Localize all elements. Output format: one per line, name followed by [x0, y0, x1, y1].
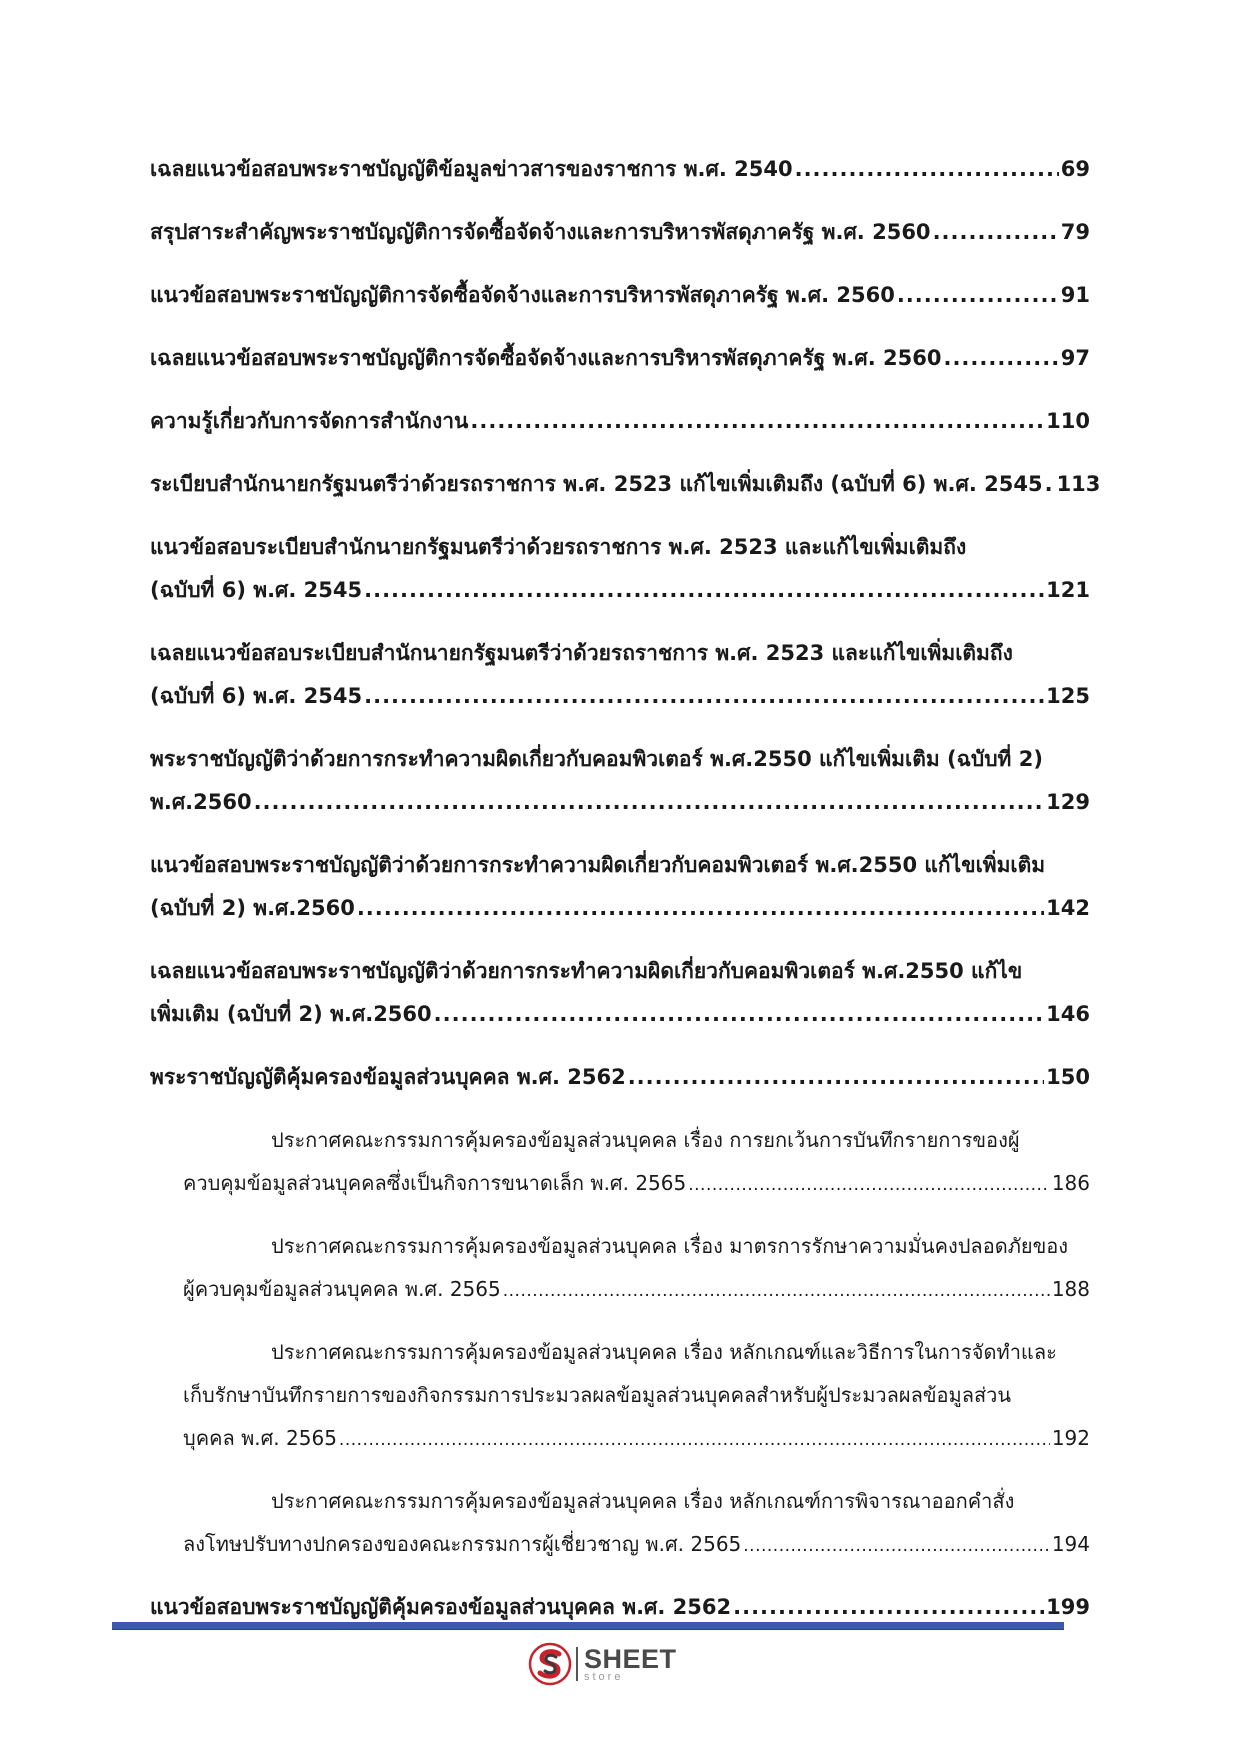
- toc-entry-page-number: 69: [1060, 157, 1090, 181]
- sheet-store-logo-icon: [528, 1642, 572, 1686]
- toc-entry-leader-line: [150, 211, 1090, 254]
- toc-entry[interactable]: [150, 844, 1090, 930]
- toc-entry[interactable]: [150, 1056, 1090, 1099]
- toc-entry[interactable]: [150, 950, 1090, 1036]
- toc-entry-page-number: 79: [1060, 220, 1090, 244]
- toc-entry-title-line: เฉลยแนวข้อสอบพระราชบัญญัติว่าด้วยการกระทำความผิดเกี่ยวกับคอมพิวเตอร์ พ.ศ.2550 แก้ไข: [150, 959, 1023, 983]
- toc-entry-title: พ.ศ.2560: [150, 790, 252, 814]
- toc-entry-page-number: 110: [1046, 409, 1090, 433]
- footer-divider: [112, 1622, 1064, 1629]
- toc-entry-leader-line: [150, 569, 1090, 612]
- toc-entry-title: พระราชบัญญัติคุ้มครองข้อมูลส่วนบุคคล พ.ศ. 2562: [150, 1065, 626, 1089]
- toc-entry[interactable]: [150, 337, 1090, 380]
- logo-wordmark: [584, 1643, 677, 1683]
- toc-entry-page-number: 113: [1056, 472, 1101, 496]
- toc-entry-page-number: 192: [1051, 1426, 1090, 1450]
- toc-entry-title: (ฉบับที่ 6) พ.ศ. 2545: [150, 684, 363, 708]
- dot-leader: [628, 1056, 1044, 1099]
- toc-entry-title: เพิ่มเติม (ฉบับที่ 2) พ.ศ.2560: [150, 1002, 432, 1026]
- toc-entry-leader-line: [150, 463, 1101, 506]
- footer-logo: [528, 1642, 678, 1686]
- toc-entry-title: ผู้ควบคุมข้อมูลส่วนบุคคล พ.ศ. 2565: [183, 1277, 501, 1301]
- logo-sub-brand-text: store: [584, 1670, 624, 1683]
- toc-entry[interactable]: [150, 274, 1090, 317]
- toc-entry-title-line: แนวข้อสอบพระราชบัญญัติว่าด้วยการกระทำความผิดเกี่ยวกับคอมพิวเตอร์ พ.ศ.2550 แก้ไขเพิ่มเติม: [150, 853, 1046, 877]
- toc-entry-leader-line: [150, 781, 1090, 824]
- toc-entry-title: (ฉบับที่ 6) พ.ศ. 2545: [150, 578, 363, 602]
- toc-entry-title: ควบคุมข้อมูลส่วนบุคคลซึ่งเป็นกิจการขนาดเล็ก พ.ศ. 2565: [183, 1171, 687, 1195]
- toc-entry-leader-line: [183, 1523, 1090, 1568]
- dot-leader: [364, 675, 1044, 718]
- toc-entry-page-number: 194: [1051, 1532, 1090, 1556]
- toc-entry-page-number: 188: [1051, 1277, 1090, 1301]
- toc-entry[interactable]: [150, 148, 1090, 191]
- dot-leader: [688, 1164, 1050, 1207]
- toc-entry-page-number: 150: [1046, 1065, 1090, 1089]
- toc-entry-leader-line: [150, 148, 1090, 191]
- toc-entry-page-number: 146: [1046, 1002, 1090, 1026]
- toc-entry-page-number: 142: [1046, 896, 1090, 920]
- toc-entry-title: บุคคล พ.ศ. 2565: [183, 1426, 337, 1450]
- toc-entry-title-line: แนวข้อสอบระเบียบสำนักนายกรัฐมนตรีว่าด้วยรถราชการ พ.ศ. 2523 และแก้ไขเพิ่มเติมถึง: [150, 535, 967, 559]
- toc-entry[interactable]: [150, 211, 1090, 254]
- toc-entry[interactable]: [150, 463, 1101, 506]
- toc-entry-leader-line: [150, 887, 1090, 930]
- toc-entry[interactable]: [150, 1225, 1090, 1313]
- toc-entry-leader-line: [150, 993, 1090, 1036]
- toc-entry-title-line: ประกาศคณะกรรมการคุ้มครองข้อมูลส่วนบุคคล เรื่อง มาตรการรักษาความมั่นคงปลอดภัยของ: [271, 1234, 1069, 1258]
- toc-entry-title: ลงโทษปรับทางปกครองของคณะกรรมการผู้เชี่ยวชาญ พ.ศ. 2565: [183, 1532, 742, 1556]
- toc-entry-title: (ฉบับที่ 2) พ.ศ.2560: [150, 896, 355, 920]
- dot-leader: [743, 1525, 1050, 1568]
- toc-entry-title-line: ประกาศคณะกรรมการคุ้มครองข้อมูลส่วนบุคคล เรื่อง การยกเว้นการบันทึกรายการของผู้: [271, 1128, 1020, 1152]
- toc-entry-leader-line: [150, 400, 1090, 443]
- toc-entry-leader-line: [183, 1417, 1090, 1462]
- dot-leader: [897, 274, 1059, 317]
- toc-entry[interactable]: [150, 400, 1090, 443]
- dot-leader: [1045, 463, 1055, 506]
- toc-entry-leader-line: [150, 274, 1090, 317]
- dot-leader: [254, 781, 1045, 824]
- toc-entry-page-number: 97: [1060, 346, 1090, 370]
- dot-leader: [795, 148, 1059, 191]
- dot-leader: [470, 400, 1044, 443]
- dot-leader: [434, 993, 1045, 1036]
- toc-entry-title: เฉลยแนวข้อสอบพระราชบัญญัติการจัดซื้อจัดจ้างและการบริหารพัสดุภาครัฐ พ.ศ. 2560: [150, 346, 942, 370]
- toc-entry-title: เฉลยแนวข้อสอบพระราชบัญญัติข้อมูลข่าวสารของราชการ พ.ศ. 2540: [150, 157, 793, 181]
- toc-entry-title: สรุปสาระสำคัญพระราชบัญญัติการจัดซื้อจัดจ้างและการบริหารพัสดุภาครัฐ พ.ศ. 2560: [150, 220, 931, 244]
- toc-entry-title: ความรู้เกี่ยวกับการจัดการสำนักงาน: [150, 409, 469, 433]
- toc-entry-title-line: ประกาศคณะกรรมการคุ้มครองข้อมูลส่วนบุคคล เรื่อง หลักเกณฑ์และวิธีการในการจัดทำและ: [271, 1340, 1057, 1364]
- dot-leader: [364, 569, 1044, 612]
- toc-entry-leader-line: [150, 337, 1090, 380]
- toc-entry-title-line: พระราชบัญญัติว่าด้วยการกระทำความผิดเกี่ยวกับคอมพิวเตอร์ พ.ศ.2550 แก้ไขเพิ่มเติม (ฉบับที่ 2): [150, 747, 1043, 771]
- toc-entry-page-number: 199: [1046, 1595, 1090, 1619]
- toc-entry[interactable]: [150, 1119, 1090, 1207]
- toc-entry-leader-line: [183, 1162, 1090, 1207]
- table-of-contents: [150, 148, 1101, 1649]
- dot-leader: [339, 1419, 1050, 1462]
- toc-entry[interactable]: [150, 632, 1090, 718]
- toc-entry-leader-line: [150, 1056, 1090, 1099]
- toc-entry-page-number: 125: [1046, 684, 1090, 708]
- logo-brand-text: SHEET: [584, 1643, 677, 1674]
- toc-entry-leader-line: [183, 1268, 1090, 1313]
- logo-divider: [576, 1647, 578, 1681]
- toc-entry-title: ระเบียบสำนักนายกรัฐมนตรีว่าด้วยรถราชการ พ.ศ. 2523 แก้ไขเพิ่มเติมถึง (ฉบับที่ 6) พ.ศ. 2545: [150, 472, 1043, 496]
- toc-entry[interactable]: [150, 1331, 1090, 1462]
- toc-entry-title-line: เก็บรักษาบันทึกรายการของกิจกรรมการประมวลผลข้อมูลส่วนบุคคลสำหรับผู้ประมวลผลข้อมูลส่วน: [183, 1383, 1012, 1407]
- toc-entry-page-number: 121: [1046, 578, 1090, 602]
- toc-entry-title-line: ประกาศคณะกรรมการคุ้มครองข้อมูลส่วนบุคคล เรื่อง หลักเกณฑ์การพิจารณาออกคำสั่ง: [271, 1489, 1015, 1513]
- toc-entry-page-number: 186: [1051, 1171, 1090, 1195]
- dot-leader: [933, 211, 1059, 254]
- dot-leader: [503, 1270, 1050, 1313]
- toc-entry[interactable]: [150, 1480, 1090, 1568]
- toc-entry-page-number: 129: [1046, 790, 1090, 814]
- toc-entry-title: แนวข้อสอบพระราชบัญญัติการจัดซื้อจัดจ้างและการบริหารพัสดุภาครัฐ พ.ศ. 2560: [150, 283, 895, 307]
- dot-leader: [943, 337, 1058, 380]
- toc-entry-title-line: เฉลยแนวข้อสอบระเบียบสำนักนายกรัฐมนตรีว่าด้วยรถราชการ พ.ศ. 2523 และแก้ไขเพิ่มเติมถึง: [150, 641, 1013, 665]
- toc-entry[interactable]: [150, 526, 1090, 612]
- toc-entry-title: แนวข้อสอบพระราชบัญญัติคุ้มครองข้อมูลส่วนบุคคล พ.ศ. 2562: [150, 1595, 732, 1619]
- toc-entry-page-number: 91: [1060, 283, 1090, 307]
- dot-leader: [357, 887, 1044, 930]
- toc-entry[interactable]: [150, 738, 1090, 824]
- toc-entry-leader-line: [150, 675, 1090, 718]
